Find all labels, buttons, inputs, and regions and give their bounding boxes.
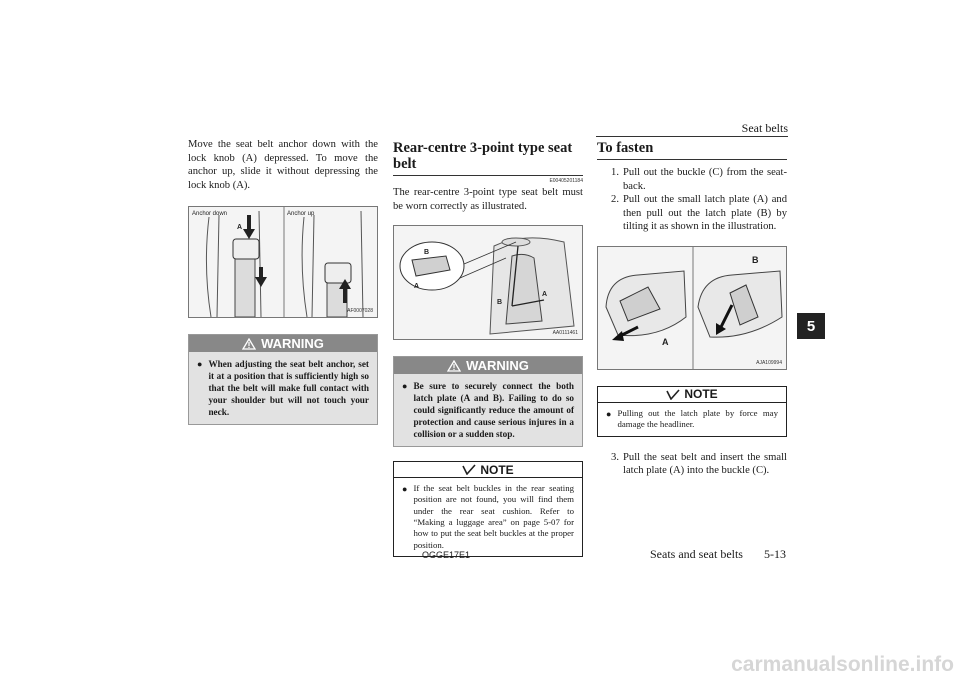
note-check-icon xyxy=(666,389,680,400)
bullet-icon: ● xyxy=(402,484,408,495)
step-text: Pull out the buckle (C) from the seat-back. xyxy=(623,167,787,192)
warning-triangle-icon xyxy=(242,338,256,350)
left-column xyxy=(188,138,378,425)
running-header: Seat belts xyxy=(741,121,788,135)
warning-text: Be sure to securely connect the both latch plate (A and B). Failing to do so could significantly reduce the amount of protection and cause serious injures in a collision or a sudden stop. xyxy=(413,381,574,440)
callout-a: A xyxy=(237,224,243,232)
heading-rule xyxy=(597,159,787,160)
step-item xyxy=(597,166,787,193)
footer-section-title: Seats and seat belts xyxy=(650,547,743,561)
headliner-illustration xyxy=(598,247,787,369)
right-column xyxy=(597,140,787,478)
figure-id: AJA109994 xyxy=(756,359,782,366)
section-code: E00405201184 xyxy=(549,178,583,184)
note-box xyxy=(393,461,583,557)
headliner-figure xyxy=(597,246,787,370)
bullet-icon: ● xyxy=(402,381,408,392)
heading-rule xyxy=(393,175,583,176)
note-text: If the seat belt buckles in the rear seating position are not found, you will find them under the rear seat cushion. Refer to “Making a luggage area” on page 5-07 for how to put the seat belt buckles at the proper position. xyxy=(413,483,574,550)
warning-triangle-icon xyxy=(447,360,461,372)
rear-seat-figure xyxy=(393,225,583,340)
note-header xyxy=(598,387,786,403)
bullet-icon: ● xyxy=(606,408,612,419)
note-title: NOTE xyxy=(480,462,514,477)
rear-seat-illustration xyxy=(394,226,583,339)
section-heading: To fasten xyxy=(597,140,654,156)
chapter-tab: 5 xyxy=(797,313,825,339)
middle-column xyxy=(393,140,583,557)
note-title: NOTE xyxy=(684,387,718,402)
callout-a: A xyxy=(414,283,420,291)
callout-b: B xyxy=(752,254,759,265)
warning-text: When adjusting the seat belt anchor, set it at a position that is sufficiently high so that the belt will make full contact with your shoulder but will not touch your neck. xyxy=(208,359,369,418)
warning-title: WARNING xyxy=(466,358,529,374)
step-number: 3. xyxy=(611,451,619,463)
page-number: 5-13 xyxy=(764,547,786,561)
note-check-icon xyxy=(462,464,476,475)
step-text: Pull the seat belt and insert the small latch plate (A) into the buckle (C). xyxy=(623,451,787,477)
callout-a: A xyxy=(662,336,669,347)
steps-list-continued xyxy=(597,451,787,478)
warning-box xyxy=(393,356,583,447)
step-item xyxy=(597,193,787,234)
anchor-instructions: Move the seat belt anchor down with the lock knob (A) depressed. To move the anchor up, slide it without depressing the lock knob (A). xyxy=(188,139,378,191)
section-body: The rear-centre 3-point type seat belt must be worn correctly as illustrated. xyxy=(393,187,583,212)
callout-b: B xyxy=(424,249,430,257)
document-code: OGGE17E1 xyxy=(422,550,471,560)
note-text: Pulling out the latch plate by force may damage the headliner. xyxy=(617,407,778,430)
steps-list xyxy=(597,166,787,234)
step-number: 1. xyxy=(611,167,619,178)
figure-id: AF0007028 xyxy=(347,308,373,315)
anchor-down-label: Anchor down xyxy=(192,211,228,218)
step-number: 2. xyxy=(611,194,619,206)
warning-box xyxy=(188,334,378,425)
bullet-icon: ● xyxy=(197,359,203,370)
figure-id: AA0111461 xyxy=(552,330,578,337)
section-heading: Rear-centre 3-point type seat belt xyxy=(393,140,573,172)
anchor-up-label: Anchor up xyxy=(287,211,315,218)
header-rule xyxy=(596,136,788,137)
anchor-illustration xyxy=(189,207,378,317)
note-box xyxy=(597,386,787,437)
callout-a-seat: A xyxy=(542,291,548,299)
watermark: carmanualsonline.info xyxy=(731,653,954,676)
anchor-figure xyxy=(188,206,378,318)
step-text: Pull out the small latch plate (A) and then pull out the latch plate (B) by tilting it as shown in the illustration. xyxy=(623,194,787,233)
step-item xyxy=(597,451,787,478)
note-header xyxy=(394,462,582,478)
warning-header xyxy=(394,357,582,374)
callout-b-seat: B xyxy=(497,299,503,307)
warning-header xyxy=(189,335,377,352)
warning-title: WARNING xyxy=(261,336,324,352)
